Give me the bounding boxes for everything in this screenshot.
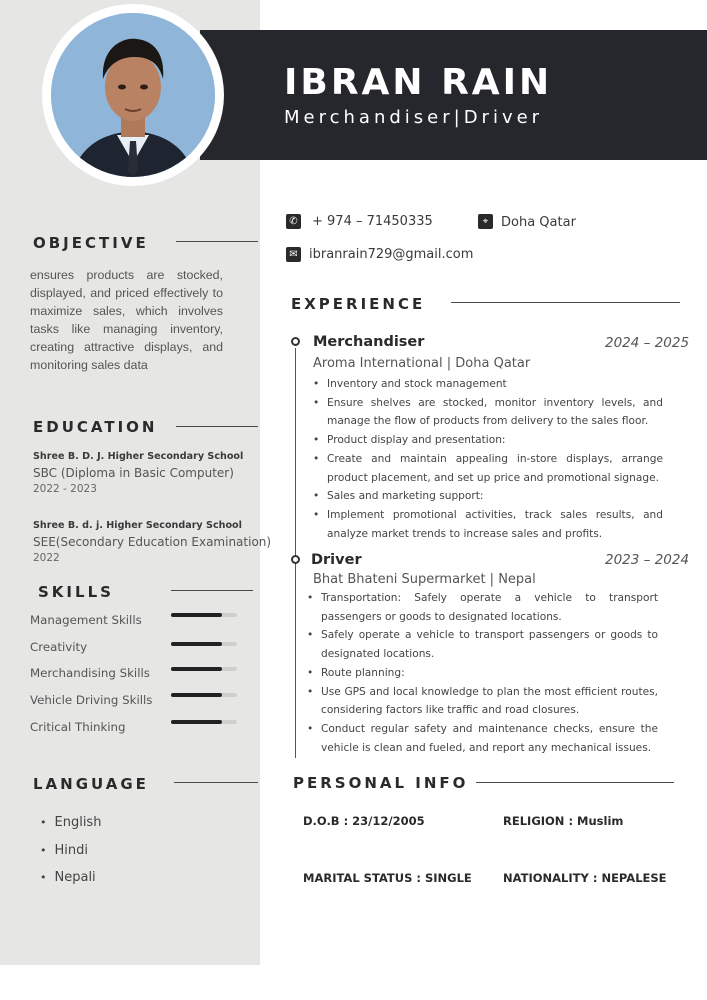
skill-name: Merchandising Skills [30,666,150,680]
skill-level-bar [171,667,237,671]
duty-item: • Inventory and stock management [313,375,663,394]
phone-icon: ✆ [286,214,301,229]
duty-item: • Route planning: [307,664,658,683]
experience-divider [451,302,680,303]
education-degree: SEE(Secondary Education Examination) [33,535,272,549]
education-item [33,520,271,564]
education-degree: SBC (Diploma in Basic Computer) [33,466,234,480]
objective-heading: OBJECTIVE [33,234,149,252]
language-divider [174,782,258,783]
person-name: IBRAN RAIN [284,62,553,103]
timeline-dot [291,337,300,346]
education-school: Shree B. D. J. Higher Secondary School [33,451,244,462]
experience-company: Bhat Bhateni Supermarket | Nepal [313,572,536,587]
location-pin-icon: ⌖ [478,214,493,229]
education-school: Shree B. d. j. Higher Secondary School [33,520,242,531]
timeline-dot [291,555,300,564]
experience-duties [307,589,658,757]
personal-info-heading: PERSONAL INFO [293,774,469,792]
experience-duties [313,375,663,543]
skill-level-bar [171,642,237,646]
skill-level-bar [171,720,237,724]
duty-item: • Transportation: Safely operate a vehicle to transport passengers or goods to designated locations. [307,589,658,626]
duty-item: • Safely operate a vehicle to transport passengers or goods to designated locations. [307,626,658,663]
job-title: Merchandiser|Driver [284,107,544,128]
experience-dates: 2024 – 2025 [605,335,690,351]
skill-name: Vehicle Driving Skills [30,693,153,707]
experience-job-title: Driver [311,552,362,568]
duty-item: • Conduct regular safety and maintenance checks, ensure the vehicle is clean and fueled, and report any mechanical issues. [307,720,658,757]
email-address: ibranrain729@gmail.com [309,247,474,262]
skill-name: Critical Thinking [30,720,126,734]
language-heading: LANGUAGE [33,775,149,793]
timeline-line [295,348,296,758]
objective-divider [176,241,258,242]
education-heading: EDUCATION [33,418,158,436]
education-years: 2022 - 2023 [33,483,97,495]
education-item [33,451,243,495]
education-years: 2022 [33,552,60,564]
duty-item: • Product display and presentation: [313,431,663,450]
language-item: • English [40,815,101,830]
marital-status-field: MARITAL STATUS : SINGLE [303,871,472,885]
education-divider [176,426,258,427]
skills-divider [171,590,253,591]
experience-job-title: Merchandiser [313,334,425,350]
duty-item: • Ensure shelves are stocked, monitor inventory levels, and manage the flow of products from delivery to the sales floor. [313,394,663,431]
dob-field: D.O.B : 23/12/2005 [303,814,425,828]
experience-dates: 2023 – 2024 [605,552,690,568]
duty-item: • Create and maintain appealing in-store displays, arrange product placement, and set up price and promotional signage. [313,450,663,487]
skill-name: Creativity [30,640,88,654]
skill-level-bar [171,613,237,617]
duty-item: • Use GPS and local knowledge to plan the most efficient routes, considering factors like traffic and road closures. [307,683,658,720]
experience-heading: EXPERIENCE [291,295,426,313]
profile-photo [51,13,215,177]
experience-company: Aroma International | Doha Qatar [313,356,531,371]
personal-info-divider [476,782,674,783]
objective-text: ensures products are stocked, displayed, and priced effectively to maximize sales, which involves tasks like managing inventory, creating attractive displays, and monitoring sales data [30,268,223,372]
language-item: • Nepali [40,870,96,885]
phone-number: + 974 – 71450335 [312,214,433,229]
skill-name: Management Skills [30,613,142,627]
duty-item: • Sales and marketing support: [313,487,663,506]
skills-heading: SKILLS [38,583,114,601]
language-item: • Hindi [40,843,88,858]
duty-item: • Implement promotional activities, track sales results, and analyze market trends to increase sales and profits. [313,506,663,543]
location-text: Doha Qatar [501,215,576,230]
skill-level-bar [171,693,237,697]
email-icon: ✉ [286,247,301,262]
nationality-field: NATIONALITY : NEPALESE [503,871,667,885]
religion-field: RELIGION : Muslim [503,814,624,828]
